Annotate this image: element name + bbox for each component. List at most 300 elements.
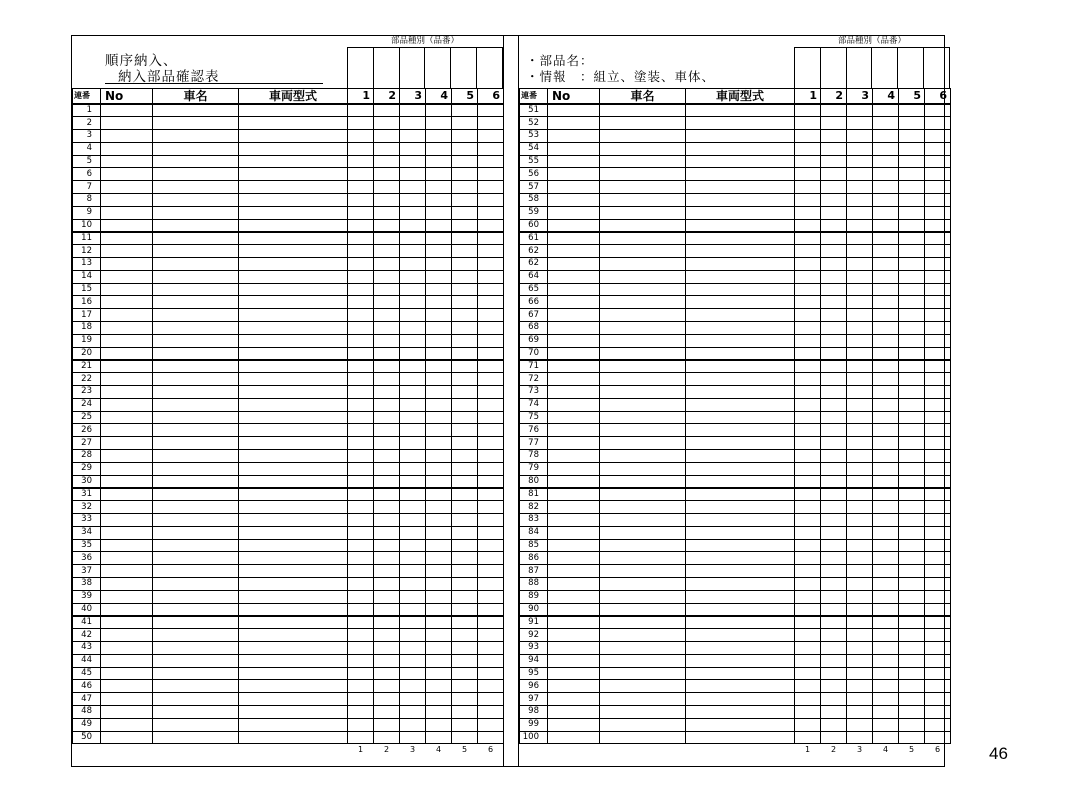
entry-cell[interactable] bbox=[374, 322, 400, 335]
entry-cell[interactable] bbox=[925, 347, 951, 360]
entry-cell[interactable] bbox=[795, 296, 821, 309]
entry-cell[interactable] bbox=[426, 565, 452, 578]
entry-cell[interactable] bbox=[600, 629, 686, 642]
entry-cell[interactable] bbox=[478, 577, 504, 590]
entry-cell[interactable] bbox=[548, 539, 600, 552]
entry-cell[interactable] bbox=[899, 475, 925, 488]
entry-cell[interactable] bbox=[239, 488, 348, 501]
entry-cell[interactable] bbox=[925, 398, 951, 411]
entry-cell[interactable] bbox=[548, 629, 600, 642]
entry-cell[interactable] bbox=[795, 539, 821, 552]
entry-cell[interactable] bbox=[400, 168, 426, 181]
part-number-cell[interactable] bbox=[924, 48, 950, 88]
entry-cell[interactable] bbox=[548, 398, 600, 411]
entry-cell[interactable] bbox=[101, 667, 153, 680]
entry-cell[interactable] bbox=[400, 565, 426, 578]
entry-cell[interactable] bbox=[686, 206, 795, 219]
entry-cell[interactable] bbox=[821, 462, 847, 475]
entry-cell[interactable] bbox=[899, 104, 925, 117]
entry-cell[interactable] bbox=[478, 181, 504, 194]
entry-cell[interactable] bbox=[153, 616, 239, 629]
entry-cell[interactable] bbox=[452, 155, 478, 168]
entry-cell[interactable] bbox=[101, 616, 153, 629]
entry-cell[interactable] bbox=[899, 731, 925, 744]
entry-cell[interactable] bbox=[847, 360, 873, 373]
entry-cell[interactable] bbox=[600, 654, 686, 667]
entry-cell[interactable] bbox=[925, 705, 951, 718]
entry-cell[interactable] bbox=[600, 501, 686, 514]
entry-cell[interactable] bbox=[899, 718, 925, 731]
entry-cell[interactable] bbox=[600, 117, 686, 130]
entry-cell[interactable] bbox=[873, 398, 899, 411]
entry-cell[interactable] bbox=[925, 283, 951, 296]
entry-cell[interactable] bbox=[600, 590, 686, 603]
entry-cell[interactable] bbox=[239, 130, 348, 143]
entry-cell[interactable] bbox=[847, 219, 873, 232]
entry-cell[interactable] bbox=[686, 283, 795, 296]
entry-cell[interactable] bbox=[899, 386, 925, 399]
entry-cell[interactable] bbox=[426, 104, 452, 117]
entry-cell[interactable] bbox=[348, 398, 374, 411]
entry-cell[interactable] bbox=[452, 488, 478, 501]
entry-cell[interactable] bbox=[348, 565, 374, 578]
entry-cell[interactable] bbox=[899, 603, 925, 616]
entry-cell[interactable] bbox=[400, 270, 426, 283]
entry-cell[interactable] bbox=[348, 514, 374, 527]
entry-cell[interactable] bbox=[374, 590, 400, 603]
entry-cell[interactable] bbox=[899, 514, 925, 527]
entry-cell[interactable] bbox=[548, 258, 600, 271]
entry-cell[interactable] bbox=[847, 296, 873, 309]
entry-cell[interactable] bbox=[899, 641, 925, 654]
entry-cell[interactable] bbox=[478, 142, 504, 155]
entry-cell[interactable] bbox=[600, 475, 686, 488]
entry-cell[interactable] bbox=[153, 488, 239, 501]
entry-cell[interactable] bbox=[795, 693, 821, 706]
entry-cell[interactable] bbox=[847, 437, 873, 450]
entry-cell[interactable] bbox=[600, 526, 686, 539]
entry-cell[interactable] bbox=[239, 232, 348, 245]
entry-cell[interactable] bbox=[478, 270, 504, 283]
entry-cell[interactable] bbox=[239, 360, 348, 373]
entry-cell[interactable] bbox=[374, 654, 400, 667]
entry-cell[interactable] bbox=[374, 398, 400, 411]
entry-cell[interactable] bbox=[101, 219, 153, 232]
entry-cell[interactable] bbox=[899, 142, 925, 155]
entry-cell[interactable] bbox=[400, 232, 426, 245]
entry-cell[interactable] bbox=[374, 155, 400, 168]
entry-cell[interactable] bbox=[873, 629, 899, 642]
entry-cell[interactable] bbox=[899, 283, 925, 296]
entry-cell[interactable] bbox=[899, 539, 925, 552]
entry-cell[interactable] bbox=[348, 705, 374, 718]
entry-cell[interactable] bbox=[899, 334, 925, 347]
entry-cell[interactable] bbox=[600, 705, 686, 718]
entry-cell[interactable] bbox=[400, 680, 426, 693]
entry-cell[interactable] bbox=[400, 450, 426, 463]
entry-cell[interactable] bbox=[795, 462, 821, 475]
entry-cell[interactable] bbox=[548, 616, 600, 629]
entry-cell[interactable] bbox=[478, 680, 504, 693]
entry-cell[interactable] bbox=[873, 258, 899, 271]
entry-cell[interactable] bbox=[374, 705, 400, 718]
entry-cell[interactable] bbox=[348, 450, 374, 463]
entry-cell[interactable] bbox=[478, 667, 504, 680]
entry-cell[interactable] bbox=[239, 219, 348, 232]
entry-cell[interactable] bbox=[899, 411, 925, 424]
entry-cell[interactable] bbox=[821, 603, 847, 616]
entry-cell[interactable] bbox=[925, 219, 951, 232]
entry-cell[interactable] bbox=[548, 360, 600, 373]
entry-cell[interactable] bbox=[374, 219, 400, 232]
entry-cell[interactable] bbox=[452, 322, 478, 335]
entry-cell[interactable] bbox=[153, 194, 239, 207]
entry-cell[interactable] bbox=[899, 360, 925, 373]
entry-cell[interactable] bbox=[374, 386, 400, 399]
entry-cell[interactable] bbox=[686, 616, 795, 629]
entry-cell[interactable] bbox=[400, 629, 426, 642]
entry-cell[interactable] bbox=[600, 680, 686, 693]
entry-cell[interactable] bbox=[426, 475, 452, 488]
entry-cell[interactable] bbox=[548, 411, 600, 424]
entry-cell[interactable] bbox=[101, 142, 153, 155]
entry-cell[interactable] bbox=[847, 667, 873, 680]
entry-cell[interactable] bbox=[686, 577, 795, 590]
entry-cell[interactable] bbox=[795, 667, 821, 680]
entry-cell[interactable] bbox=[899, 450, 925, 463]
entry-cell[interactable] bbox=[239, 347, 348, 360]
entry-cell[interactable] bbox=[873, 194, 899, 207]
entry-cell[interactable] bbox=[374, 667, 400, 680]
entry-cell[interactable] bbox=[847, 258, 873, 271]
entry-cell[interactable] bbox=[478, 117, 504, 130]
part-number-cell[interactable] bbox=[451, 48, 477, 88]
entry-cell[interactable] bbox=[600, 616, 686, 629]
entry-cell[interactable] bbox=[374, 488, 400, 501]
entry-cell[interactable] bbox=[686, 680, 795, 693]
entry-cell[interactable] bbox=[600, 130, 686, 143]
entry-cell[interactable] bbox=[600, 194, 686, 207]
entry-cell[interactable] bbox=[348, 437, 374, 450]
entry-cell[interactable] bbox=[686, 334, 795, 347]
entry-cell[interactable] bbox=[847, 654, 873, 667]
entry-cell[interactable] bbox=[478, 347, 504, 360]
entry-cell[interactable] bbox=[348, 603, 374, 616]
entry-cell[interactable] bbox=[925, 309, 951, 322]
entry-cell[interactable] bbox=[400, 488, 426, 501]
entry-cell[interactable] bbox=[153, 450, 239, 463]
entry-cell[interactable] bbox=[153, 334, 239, 347]
entry-cell[interactable] bbox=[548, 245, 600, 258]
entry-cell[interactable] bbox=[925, 360, 951, 373]
entry-cell[interactable] bbox=[101, 117, 153, 130]
entry-cell[interactable] bbox=[821, 539, 847, 552]
entry-cell[interactable] bbox=[239, 104, 348, 117]
entry-cell[interactable] bbox=[821, 501, 847, 514]
entry-cell[interactable] bbox=[452, 718, 478, 731]
entry-cell[interactable] bbox=[239, 155, 348, 168]
entry-cell[interactable] bbox=[239, 194, 348, 207]
entry-cell[interactable] bbox=[153, 411, 239, 424]
entry-cell[interactable] bbox=[101, 450, 153, 463]
entry-cell[interactable] bbox=[548, 526, 600, 539]
entry-cell[interactable] bbox=[847, 603, 873, 616]
entry-cell[interactable] bbox=[348, 181, 374, 194]
entry-cell[interactable] bbox=[821, 258, 847, 271]
entry-cell[interactable] bbox=[101, 130, 153, 143]
entry-cell[interactable] bbox=[452, 296, 478, 309]
entry-cell[interactable] bbox=[426, 373, 452, 386]
entry-cell[interactable] bbox=[548, 603, 600, 616]
entry-cell[interactable] bbox=[400, 731, 426, 744]
entry-cell[interactable] bbox=[153, 270, 239, 283]
entry-cell[interactable] bbox=[374, 270, 400, 283]
entry-cell[interactable] bbox=[348, 577, 374, 590]
entry-cell[interactable] bbox=[686, 347, 795, 360]
entry-cell[interactable] bbox=[452, 270, 478, 283]
entry-cell[interactable] bbox=[795, 347, 821, 360]
entry-cell[interactable] bbox=[600, 514, 686, 527]
entry-cell[interactable] bbox=[348, 206, 374, 219]
entry-cell[interactable] bbox=[925, 539, 951, 552]
entry-cell[interactable] bbox=[548, 194, 600, 207]
entry-cell[interactable] bbox=[686, 526, 795, 539]
entry-cell[interactable] bbox=[400, 194, 426, 207]
entry-cell[interactable] bbox=[686, 219, 795, 232]
entry-cell[interactable] bbox=[925, 641, 951, 654]
entry-cell[interactable] bbox=[847, 194, 873, 207]
entry-cell[interactable] bbox=[452, 142, 478, 155]
entry-cell[interactable] bbox=[600, 386, 686, 399]
entry-cell[interactable] bbox=[374, 194, 400, 207]
entry-cell[interactable] bbox=[239, 552, 348, 565]
entry-cell[interactable] bbox=[600, 270, 686, 283]
entry-cell[interactable] bbox=[548, 219, 600, 232]
entry-cell[interactable] bbox=[795, 590, 821, 603]
entry-cell[interactable] bbox=[400, 117, 426, 130]
entry-cell[interactable] bbox=[374, 526, 400, 539]
entry-cell[interactable] bbox=[795, 437, 821, 450]
entry-cell[interactable] bbox=[452, 168, 478, 181]
entry-cell[interactable] bbox=[686, 693, 795, 706]
entry-cell[interactable] bbox=[478, 654, 504, 667]
entry-cell[interactable] bbox=[873, 206, 899, 219]
entry-cell[interactable] bbox=[686, 450, 795, 463]
entry-cell[interactable] bbox=[478, 705, 504, 718]
entry-cell[interactable] bbox=[821, 488, 847, 501]
entry-cell[interactable] bbox=[795, 117, 821, 130]
entry-cell[interactable] bbox=[548, 386, 600, 399]
entry-cell[interactable] bbox=[548, 155, 600, 168]
entry-cell[interactable] bbox=[400, 462, 426, 475]
entry-cell[interactable] bbox=[239, 667, 348, 680]
entry-cell[interactable] bbox=[600, 462, 686, 475]
entry-cell[interactable] bbox=[899, 654, 925, 667]
entry-cell[interactable] bbox=[348, 539, 374, 552]
entry-cell[interactable] bbox=[548, 130, 600, 143]
entry-cell[interactable] bbox=[374, 411, 400, 424]
entry-cell[interactable] bbox=[452, 360, 478, 373]
entry-cell[interactable] bbox=[153, 603, 239, 616]
entry-cell[interactable] bbox=[925, 629, 951, 642]
entry-cell[interactable] bbox=[686, 501, 795, 514]
entry-cell[interactable] bbox=[478, 590, 504, 603]
entry-cell[interactable] bbox=[400, 104, 426, 117]
entry-cell[interactable] bbox=[899, 309, 925, 322]
entry-cell[interactable] bbox=[153, 296, 239, 309]
entry-cell[interactable] bbox=[400, 552, 426, 565]
entry-cell[interactable] bbox=[600, 373, 686, 386]
entry-cell[interactable] bbox=[899, 629, 925, 642]
entry-cell[interactable] bbox=[847, 347, 873, 360]
entry-cell[interactable] bbox=[600, 603, 686, 616]
entry-cell[interactable] bbox=[426, 552, 452, 565]
entry-cell[interactable] bbox=[873, 155, 899, 168]
part-number-cell[interactable] bbox=[872, 48, 898, 88]
entry-cell[interactable] bbox=[239, 616, 348, 629]
entry-cell[interactable] bbox=[925, 680, 951, 693]
entry-cell[interactable] bbox=[101, 411, 153, 424]
entry-cell[interactable] bbox=[426, 168, 452, 181]
entry-cell[interactable] bbox=[821, 641, 847, 654]
entry-cell[interactable] bbox=[847, 718, 873, 731]
entry-cell[interactable] bbox=[452, 206, 478, 219]
entry-cell[interactable] bbox=[239, 590, 348, 603]
entry-cell[interactable] bbox=[899, 693, 925, 706]
entry-cell[interactable] bbox=[847, 539, 873, 552]
entry-cell[interactable] bbox=[101, 577, 153, 590]
entry-cell[interactable] bbox=[686, 155, 795, 168]
entry-cell[interactable] bbox=[847, 629, 873, 642]
entry-cell[interactable] bbox=[795, 526, 821, 539]
entry-cell[interactable] bbox=[153, 565, 239, 578]
entry-cell[interactable] bbox=[847, 680, 873, 693]
entry-cell[interactable] bbox=[600, 155, 686, 168]
entry-cell[interactable] bbox=[873, 590, 899, 603]
part-number-cell[interactable] bbox=[400, 48, 426, 88]
entry-cell[interactable] bbox=[153, 181, 239, 194]
entry-cell[interactable] bbox=[873, 322, 899, 335]
entry-cell[interactable] bbox=[452, 181, 478, 194]
entry-cell[interactable] bbox=[873, 450, 899, 463]
entry-cell[interactable] bbox=[101, 680, 153, 693]
entry-cell[interactable] bbox=[548, 142, 600, 155]
entry-cell[interactable] bbox=[239, 168, 348, 181]
entry-cell[interactable] bbox=[821, 577, 847, 590]
entry-cell[interactable] bbox=[452, 437, 478, 450]
entry-cell[interactable] bbox=[400, 334, 426, 347]
part-number-cell[interactable] bbox=[821, 48, 847, 88]
entry-cell[interactable] bbox=[478, 411, 504, 424]
entry-cell[interactable] bbox=[548, 322, 600, 335]
entry-cell[interactable] bbox=[400, 475, 426, 488]
entry-cell[interactable] bbox=[548, 488, 600, 501]
entry-cell[interactable] bbox=[426, 705, 452, 718]
entry-cell[interactable] bbox=[795, 705, 821, 718]
entry-cell[interactable] bbox=[400, 693, 426, 706]
entry-cell[interactable] bbox=[426, 462, 452, 475]
entry-cell[interactable] bbox=[873, 731, 899, 744]
entry-cell[interactable] bbox=[101, 693, 153, 706]
entry-cell[interactable] bbox=[821, 334, 847, 347]
entry-cell[interactable] bbox=[925, 168, 951, 181]
entry-cell[interactable] bbox=[821, 526, 847, 539]
entry-cell[interactable] bbox=[239, 283, 348, 296]
entry-cell[interactable] bbox=[600, 693, 686, 706]
entry-cell[interactable] bbox=[548, 552, 600, 565]
entry-cell[interactable] bbox=[452, 616, 478, 629]
entry-cell[interactable] bbox=[925, 590, 951, 603]
entry-cell[interactable] bbox=[795, 386, 821, 399]
entry-cell[interactable] bbox=[821, 142, 847, 155]
entry-cell[interactable] bbox=[426, 206, 452, 219]
entry-cell[interactable] bbox=[873, 539, 899, 552]
entry-cell[interactable] bbox=[548, 117, 600, 130]
entry-cell[interactable] bbox=[400, 437, 426, 450]
entry-cell[interactable] bbox=[239, 411, 348, 424]
entry-cell[interactable] bbox=[452, 693, 478, 706]
entry-cell[interactable] bbox=[873, 219, 899, 232]
entry-cell[interactable] bbox=[899, 398, 925, 411]
entry-cell[interactable] bbox=[600, 283, 686, 296]
entry-cell[interactable] bbox=[600, 450, 686, 463]
entry-cell[interactable] bbox=[873, 270, 899, 283]
entry-cell[interactable] bbox=[374, 373, 400, 386]
entry-cell[interactable] bbox=[795, 130, 821, 143]
entry-cell[interactable] bbox=[348, 680, 374, 693]
entry-cell[interactable] bbox=[101, 206, 153, 219]
entry-cell[interactable] bbox=[400, 373, 426, 386]
entry-cell[interactable] bbox=[873, 283, 899, 296]
entry-cell[interactable] bbox=[821, 398, 847, 411]
entry-cell[interactable] bbox=[686, 731, 795, 744]
entry-cell[interactable] bbox=[925, 232, 951, 245]
entry-cell[interactable] bbox=[548, 680, 600, 693]
entry-cell[interactable] bbox=[873, 603, 899, 616]
entry-cell[interactable] bbox=[925, 667, 951, 680]
entry-cell[interactable] bbox=[847, 590, 873, 603]
entry-cell[interactable] bbox=[153, 539, 239, 552]
entry-cell[interactable] bbox=[348, 232, 374, 245]
entry-cell[interactable] bbox=[452, 475, 478, 488]
entry-cell[interactable] bbox=[153, 462, 239, 475]
entry-cell[interactable] bbox=[925, 616, 951, 629]
entry-cell[interactable] bbox=[400, 501, 426, 514]
entry-cell[interactable] bbox=[400, 360, 426, 373]
entry-cell[interactable] bbox=[426, 693, 452, 706]
entry-cell[interactable] bbox=[153, 360, 239, 373]
entry-cell[interactable] bbox=[239, 654, 348, 667]
entry-cell[interactable] bbox=[686, 590, 795, 603]
entry-cell[interactable] bbox=[600, 718, 686, 731]
entry-cell[interactable] bbox=[374, 258, 400, 271]
entry-cell[interactable] bbox=[153, 514, 239, 527]
entry-cell[interactable] bbox=[239, 245, 348, 258]
entry-cell[interactable] bbox=[348, 501, 374, 514]
entry-cell[interactable] bbox=[925, 603, 951, 616]
entry-cell[interactable] bbox=[101, 501, 153, 514]
entry-cell[interactable] bbox=[101, 552, 153, 565]
entry-cell[interactable] bbox=[478, 603, 504, 616]
entry-cell[interactable] bbox=[400, 667, 426, 680]
entry-cell[interactable] bbox=[873, 565, 899, 578]
entry-cell[interactable] bbox=[239, 705, 348, 718]
entry-cell[interactable] bbox=[873, 680, 899, 693]
entry-cell[interactable] bbox=[452, 654, 478, 667]
entry-cell[interactable] bbox=[239, 142, 348, 155]
entry-cell[interactable] bbox=[239, 577, 348, 590]
entry-cell[interactable] bbox=[600, 641, 686, 654]
